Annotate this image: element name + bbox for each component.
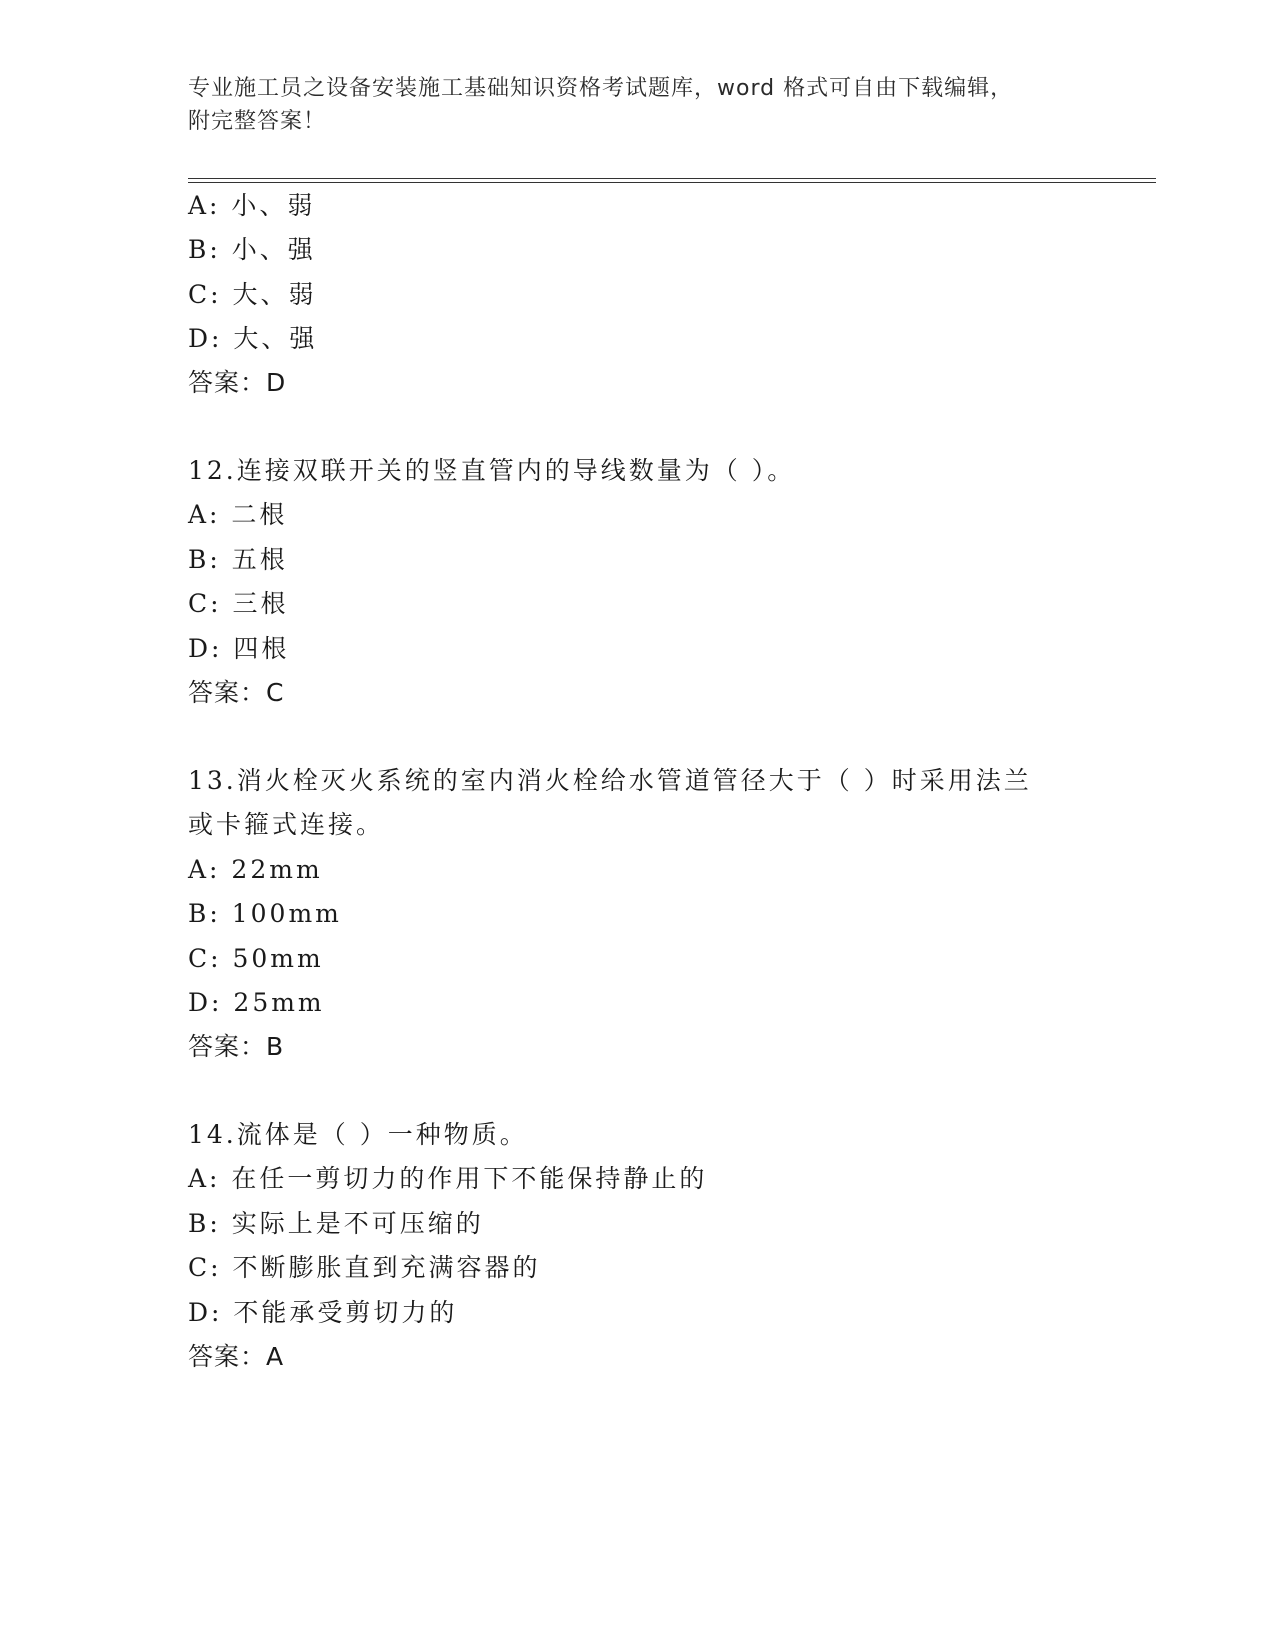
q13-option-c: C: 50mm	[188, 944, 324, 973]
header-divider-top	[188, 178, 1156, 179]
q14-question: 14.流体是（ ）一种物质。	[188, 1120, 528, 1149]
q11-option-a: A: 小、弱	[188, 191, 316, 220]
q12-option-d: D: 四根	[188, 634, 290, 663]
q13-question-line-1: 13.消火栓灭火系统的室内消火栓给水管道管径大于（ ）时采用法兰	[188, 766, 1032, 795]
q12-answer: 答案：C	[188, 678, 285, 707]
q11-answer: 答案：D	[188, 368, 287, 397]
q12-option-c: C: 三根	[188, 589, 289, 618]
header-divider-bottom	[188, 182, 1156, 183]
q14-option-a: A: 在任一剪切力的作用下不能保持静止的	[188, 1164, 708, 1193]
q12-question: 12.连接双联开关的竖直管内的导线数量为（ ）。	[188, 456, 796, 485]
q13-option-b: B: 100mm	[188, 899, 342, 928]
q13-answer: 答案：B	[188, 1032, 285, 1061]
q14-option-c: C: 不断膨胀直到充满容器的	[188, 1253, 541, 1282]
q14-answer: 答案：A	[188, 1342, 285, 1371]
header-line-2: 附完整答案！	[188, 109, 327, 134]
header-line-1: 专业施工员之设备安装施工基础知识资格考试题库，word 格式可自由下载编辑，	[188, 76, 1014, 101]
q12-option-a: A: 二根	[188, 500, 288, 529]
q11-option-c: C: 大、弱	[188, 280, 317, 309]
q11-option-b: B: 小、强	[188, 235, 316, 264]
q13-option-d: D: 25mm	[188, 988, 325, 1017]
q12-option-b: B: 五根	[188, 545, 288, 574]
q13-option-a: A: 22mm	[188, 855, 323, 884]
q14-option-b: B: 实际上是不可压缩的	[188, 1209, 484, 1238]
q13-question-line-2: 或卡箍式连接。	[188, 810, 385, 839]
document-header	[188, 72, 1088, 138]
q11-option-d: D: 大、强	[188, 324, 318, 353]
q14-option-d: D: 不能承受剪切力的	[188, 1298, 458, 1327]
